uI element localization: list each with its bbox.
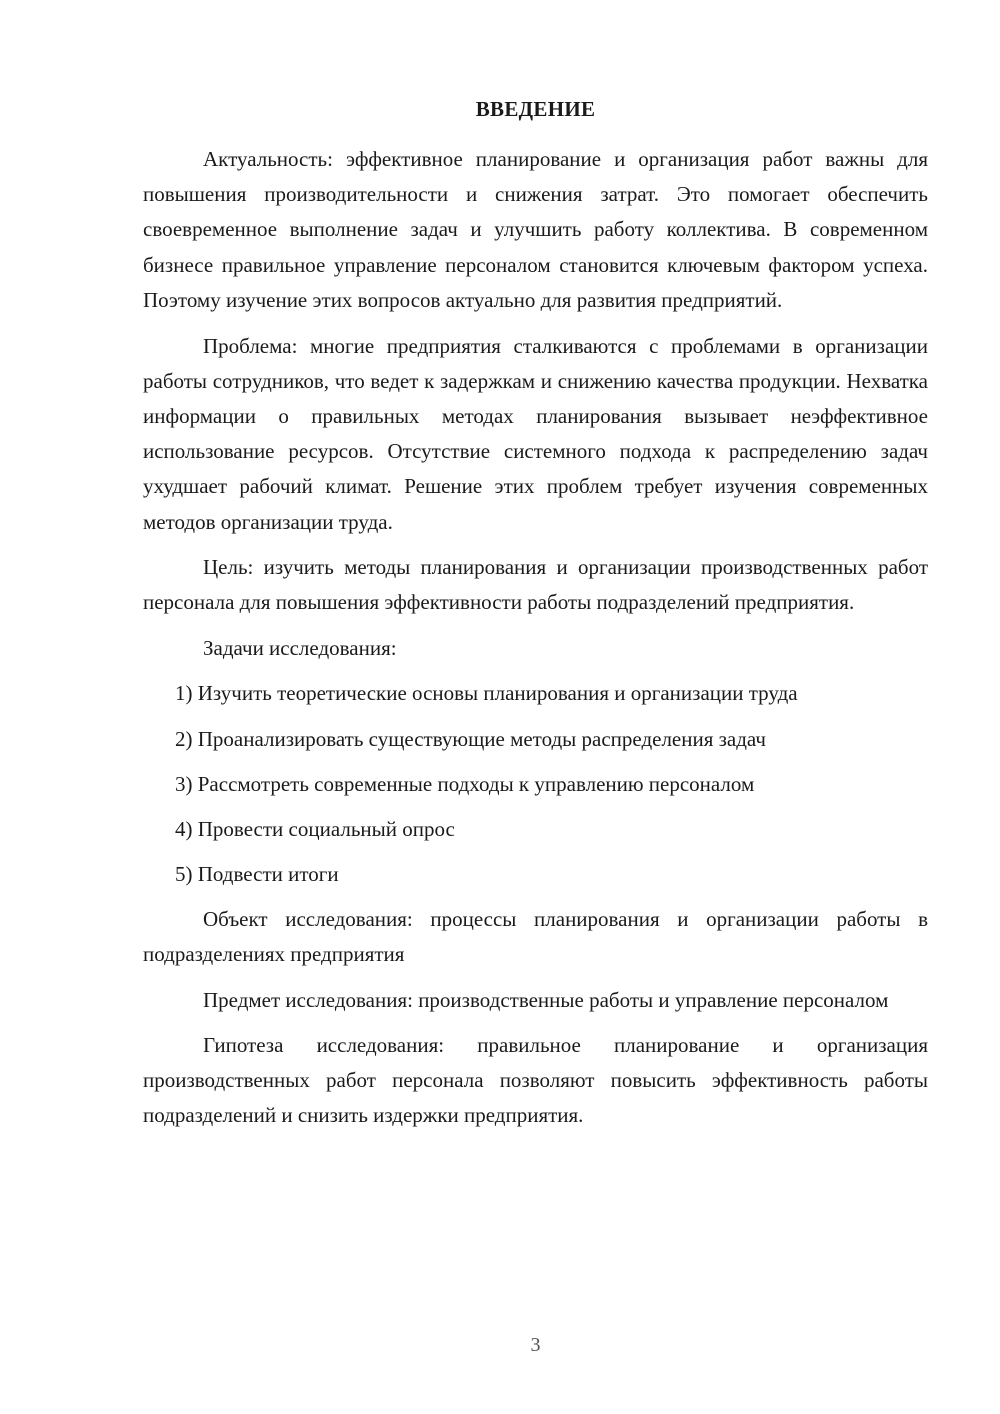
list-item: 5) Подвести итоги	[175, 862, 339, 887]
subject-paragraph: Предмет исследования: производственные работы и управление персоналом	[203, 987, 889, 1012]
relevance-paragraph: Актуальность: эффективное планирование и организация работ важны для повышения производительности и снижения затрат. Это помогает обеспечить своевременное выполнение задач и улучшить работу коллектива. В современном бизнесе правильное управление персоналом становится ключевым фактором успеха. Поэтому изучение этих вопросов актуально для развития предприятий.	[143, 147, 928, 312]
list-item: 4) Провести социальный опрос	[175, 816, 455, 841]
tasks-list	[143, 676, 928, 892]
hypothesis-paragraph: Гипотеза исследования: правильное планирование и организация производственных работ персонала позволяют повысить эффективность работы подразделений и снизить издержки предприятия.	[143, 1032, 928, 1128]
document-body	[143, 142, 928, 1144]
goal-paragraph: Цель: изучить методы планирования и организации производственных работ персонала для повышения эффективности работы подразделений предприятия.	[143, 555, 928, 615]
page-title: ВВЕДЕНИЕ	[475, 97, 596, 121]
tasks-label: Задачи исследования:	[203, 636, 397, 661]
list-item: 2) Проанализировать существующие методы распределения задач	[175, 726, 766, 751]
list-item: 1) Изучить теоретические основы планирования и организации труда	[175, 681, 798, 706]
page-number: 3	[530, 1334, 541, 1356]
object-paragraph: Объект исследования: процессы планирования и организации работы в подразделениях предприятия	[143, 907, 928, 967]
list-item: 3) Рассмотреть современные подходы к управлению персоналом	[175, 771, 755, 796]
problem-paragraph: Проблема: многие предприятия сталкиваются с проблемами в организации работы сотрудников, что ведет к задержкам и снижению качества продукции. Нехватка информации о правильных методах планирования вызывает неэффективное использование ресурсов. Отсутствие системного подхода к распределению задач ухудшает рабочий климат. Решение этих проблем требует изучения современных методов организации труда.	[143, 333, 928, 534]
document-page	[143, 0, 928, 1414]
